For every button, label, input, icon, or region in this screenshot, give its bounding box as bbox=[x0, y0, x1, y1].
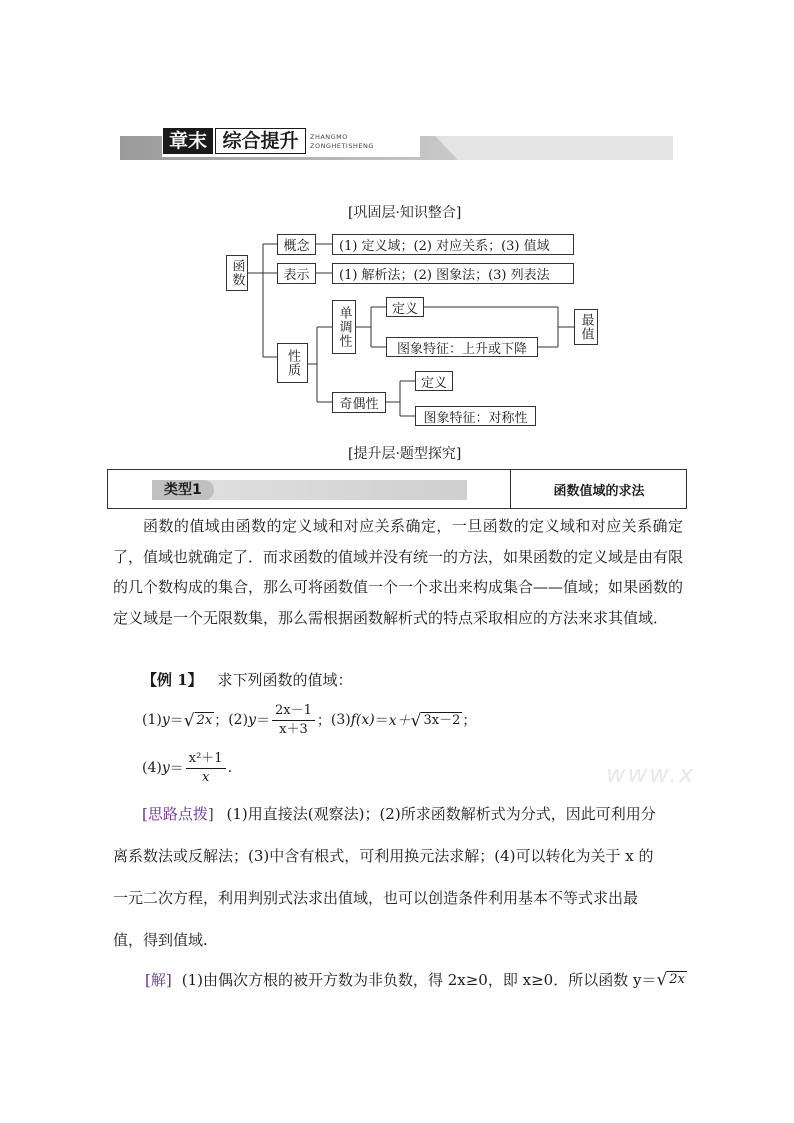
f2-lhs: y bbox=[248, 712, 256, 728]
f1-sep: ； bbox=[214, 713, 229, 729]
f2-sep: ； bbox=[316, 713, 331, 729]
hint-line-1 bbox=[142, 803, 656, 824]
f3-sqrt: √ 3x－2 bbox=[410, 710, 461, 731]
intro-paragraph: 函数的值域由函数的定义域和对应关系确定，一旦函数的定义域和对应关系确定了，值域也就确定了．而求函数的值域并没有统一的方法，如果函数的定义域是由有限的几个数构成的集合，那么可将函数值一个一个求出来构成集合——值域；如果函数的定义域是一个无限数集，那么需根据函数解析式的特点采取相应的方法来求其值域． bbox=[113, 517, 684, 627]
f2-numerator: 2x－1 bbox=[272, 702, 315, 721]
f1-radicand: 2x bbox=[196, 712, 213, 728]
f1-prefix: (1) bbox=[142, 712, 162, 728]
f4-numerator: x²＋1 bbox=[186, 750, 226, 769]
f1-sqrt: √ 2x bbox=[183, 710, 213, 731]
formula-row-2 bbox=[142, 748, 232, 788]
tree-node-parity-graph: 图象特征：对称性 bbox=[415, 406, 536, 426]
f4-prefix: (4) bbox=[142, 760, 162, 776]
example-line bbox=[142, 669, 352, 690]
solution-sqrt: √ 2x bbox=[656, 970, 685, 990]
type-divider bbox=[510, 470, 511, 508]
f2-fraction bbox=[272, 702, 315, 739]
tree-node-extreme-value: 最值 bbox=[574, 309, 598, 345]
solution-text: (1)由偶次方根的被开方数为非负数，得 2x≥0，即 x≥0．所以函数 y＝ bbox=[181, 971, 657, 989]
tree-root-function: 函数 bbox=[226, 255, 248, 291]
hint-line-3: 一元二次方程，利用判别式法求出值域，也可以创造条件利用基本不等式求出最 bbox=[113, 889, 639, 907]
tree-node-mono-graph: 图象特征：上升或下降 bbox=[386, 337, 538, 357]
tree-node-parity-definition: 定义 bbox=[415, 371, 453, 391]
type-label: 类型1 bbox=[164, 482, 202, 498]
chapter-title-part1: 章末 bbox=[163, 128, 213, 154]
tree-node-parity: 奇偶性 bbox=[332, 392, 386, 413]
pinyin-line1: ZHANGMO bbox=[310, 133, 348, 141]
example-prompt: 求下列函数的值域： bbox=[217, 671, 353, 689]
chapter-title-part2: 综合提升 bbox=[215, 128, 306, 154]
f2-prefix: (2) bbox=[228, 712, 249, 728]
section-title-improvement: [提升层·题型探究] bbox=[348, 446, 462, 462]
f4-lhs: y bbox=[161, 760, 170, 776]
solution-radicand: 2x bbox=[669, 972, 685, 987]
f4-eq: ＝ bbox=[169, 761, 184, 777]
f1-lhs: y bbox=[161, 712, 170, 728]
formula-row-1 bbox=[142, 700, 476, 740]
f4-end: . bbox=[227, 760, 233, 776]
tree-node-monotonicity: 单调性 bbox=[332, 300, 356, 354]
hint-line-2: 离系数法或反解法；(3)中含有根式，可利用换元法求解；(4)可以转化为关于 x 的 bbox=[113, 847, 654, 865]
hint-text-1: (1)用直接法(观察法)；(2)所求函数解析式为分式，因此可利用分 bbox=[226, 805, 656, 823]
solution-label: [解] bbox=[145, 971, 172, 989]
tree-node-concept: 概念 bbox=[277, 234, 316, 255]
tree-node-property: 性质 bbox=[277, 343, 308, 383]
pinyin-line2: ZONGHETISHENG bbox=[310, 142, 374, 150]
type-topic: 函数值域的求法 bbox=[553, 483, 645, 499]
f3-lhs: f(x) bbox=[350, 712, 375, 728]
hint-label: [思路点拨] bbox=[142, 805, 214, 823]
tree-node-concept-desc: (1) 定义域；(2) 对应关系；(3) 值域 bbox=[332, 234, 574, 255]
example-label: 【例 1】 bbox=[142, 671, 203, 689]
f2-eq: ＝ bbox=[255, 713, 270, 729]
solution-line bbox=[145, 969, 687, 990]
f4-fraction bbox=[186, 750, 226, 787]
f3-mid: x＋ bbox=[388, 713, 411, 729]
watermark: www.x bbox=[606, 760, 696, 788]
f3-prefix: (3) bbox=[330, 712, 351, 728]
f3-eq: ＝ bbox=[374, 713, 389, 729]
f3-radicand: 3x－2 bbox=[423, 712, 461, 728]
f4-denominator: x bbox=[202, 769, 210, 785]
hint-line-4: 值，得到值域. bbox=[113, 931, 208, 949]
f3-sep: ； bbox=[462, 713, 477, 729]
f1-eq: ＝ bbox=[169, 713, 184, 729]
tree-node-representation-desc: (1) 解析法；(2) 图象法；(3) 列表法 bbox=[332, 263, 574, 284]
type-banner bbox=[107, 469, 687, 509]
section-title-consolidation: [巩固层·知识整合] bbox=[348, 205, 462, 221]
f2-denominator: x＋3 bbox=[279, 721, 308, 737]
tree-node-mono-definition: 定义 bbox=[386, 297, 424, 317]
tree-node-representation: 表示 bbox=[277, 263, 316, 284]
